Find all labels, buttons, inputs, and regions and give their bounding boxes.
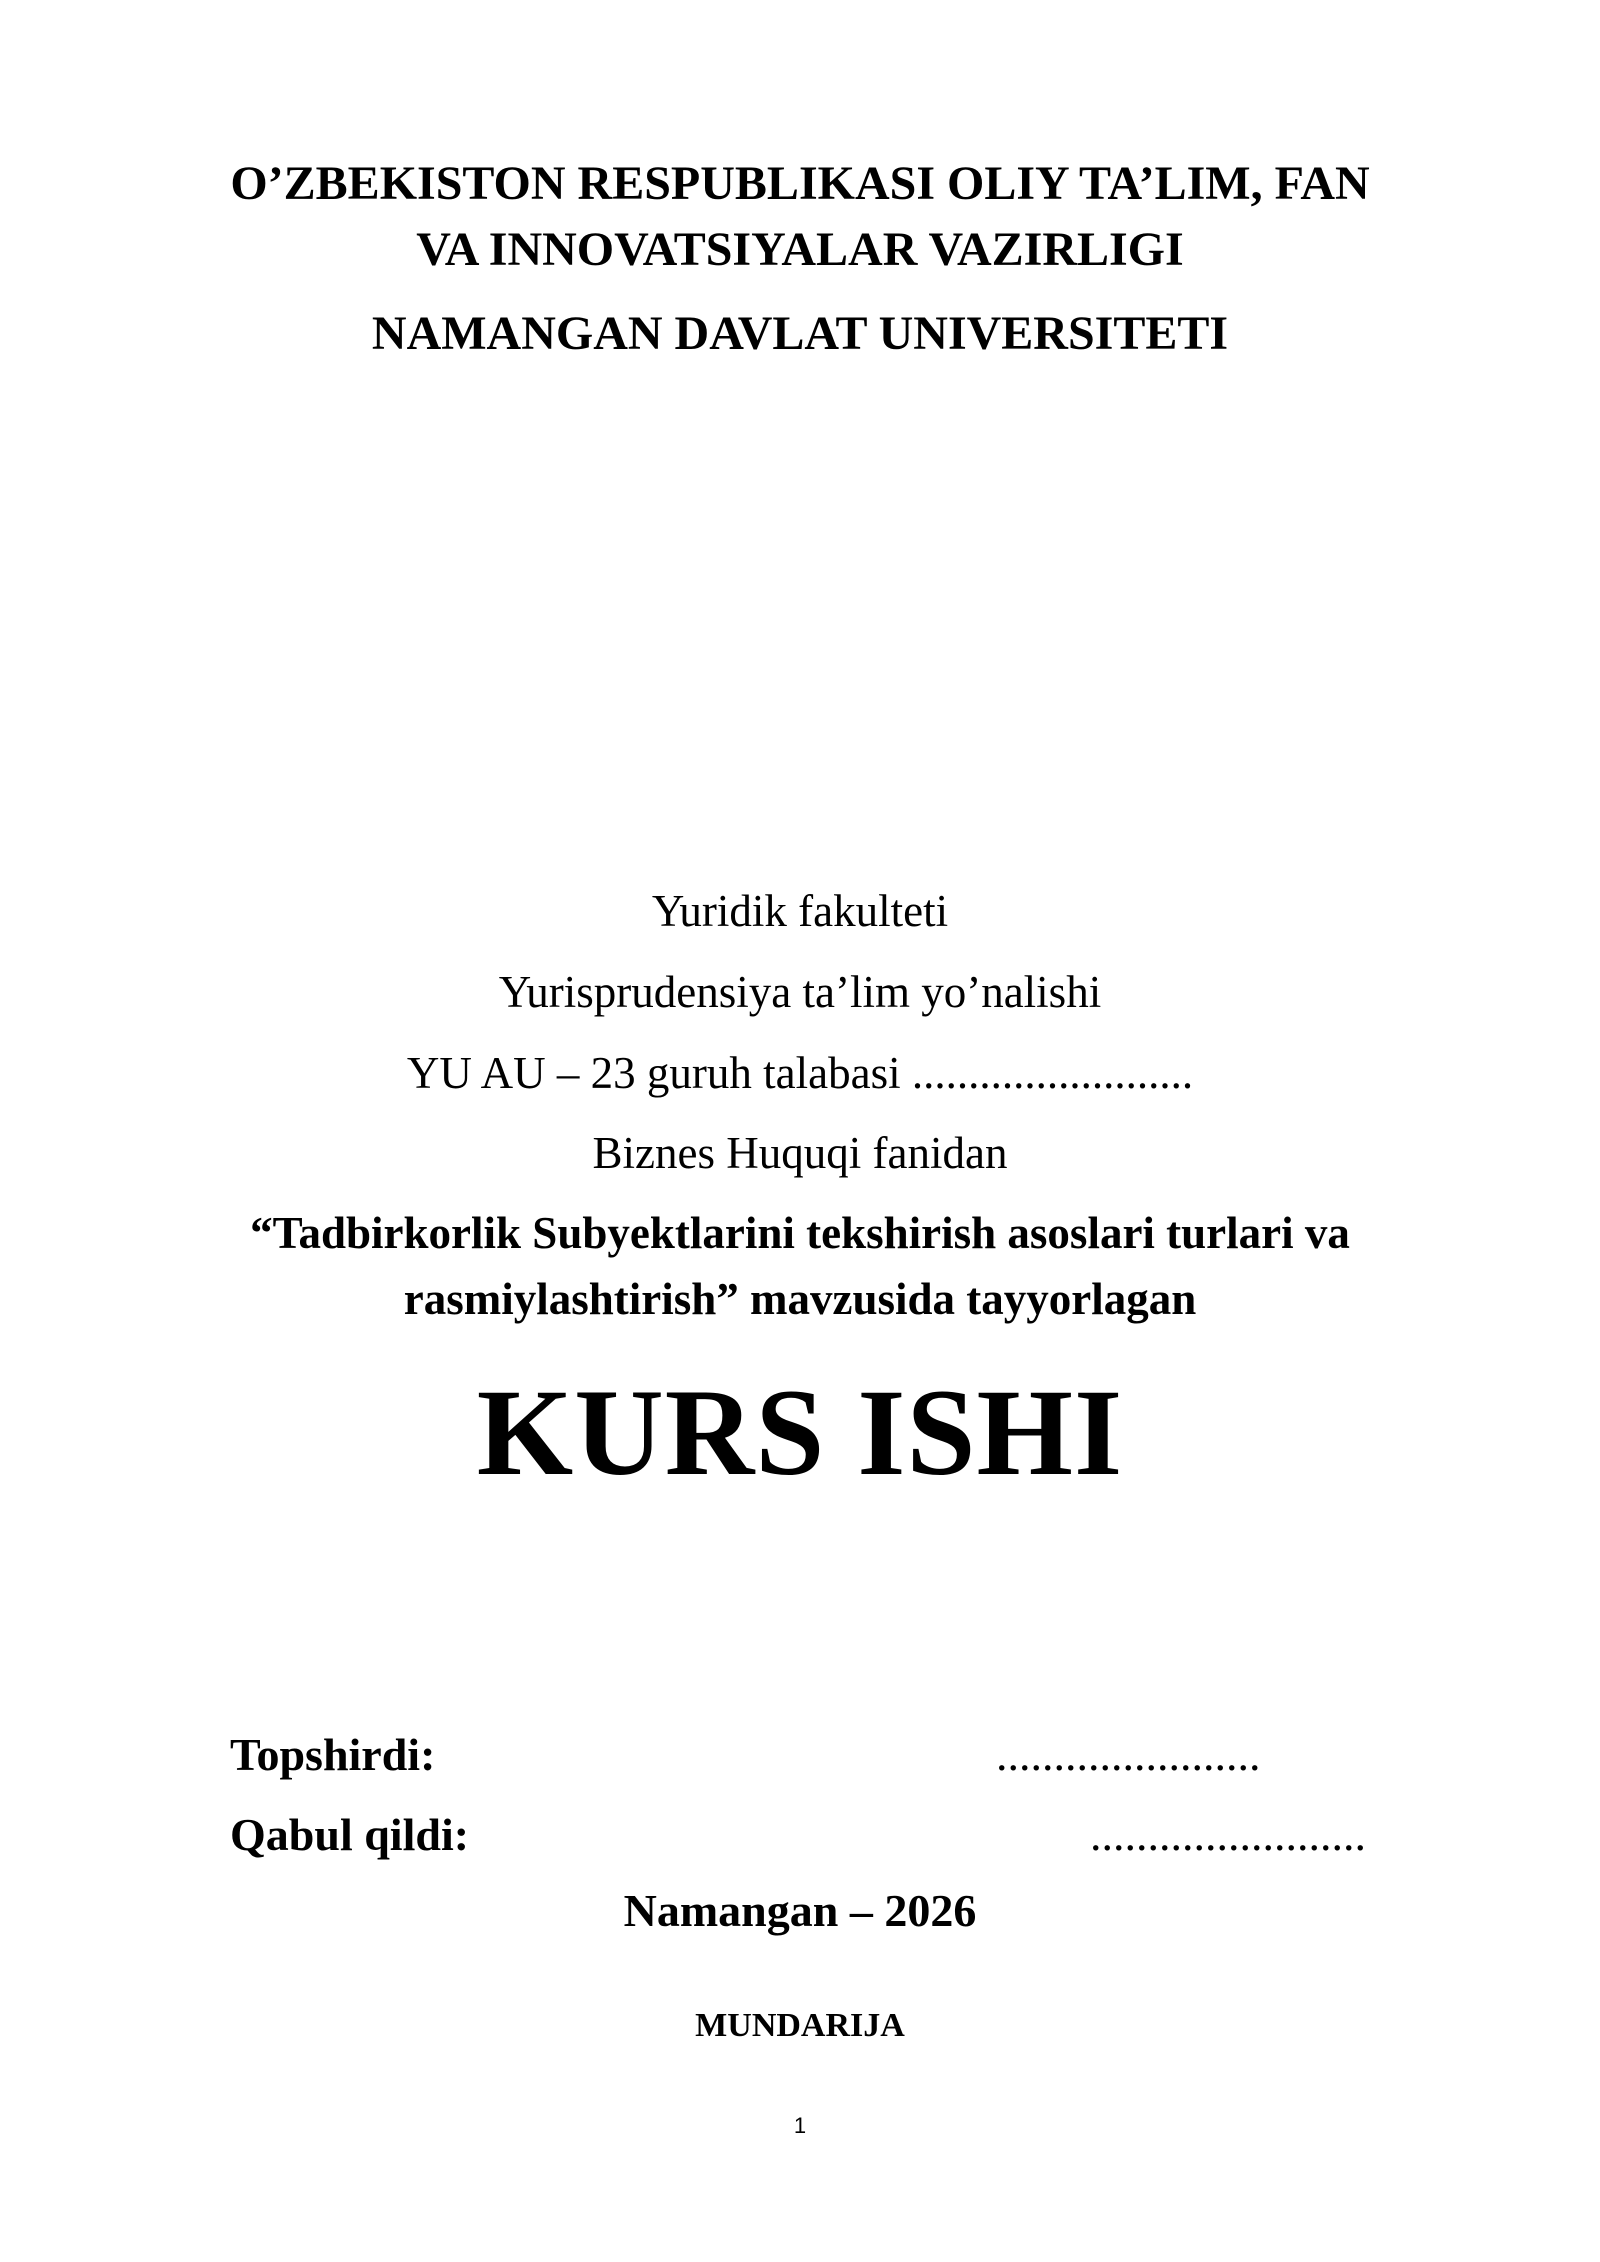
university-name: NAMANGAN DAVLAT UNIVERSITETI	[371, 307, 1229, 360]
city-year: Namangan – 2026	[623, 1885, 977, 1936]
student-group: YU AU – 23 guruh talabasi .........................	[406, 1048, 1194, 1098]
accepted-placeholder: ........................	[1090, 1809, 1366, 1860]
ministry-name-line-2: VA INNOVATSIYALAR VAZIRLIGI	[416, 223, 1184, 276]
study-direction: Yurisprudensiya ta’lim yo’nalishi	[498, 967, 1102, 1017]
submitted-placeholder: .......................	[996, 1729, 1261, 1780]
ministry-name-line-1: O’ZBEKISTON RESPUBLIKASI OLIY TA’LIM, FAN	[230, 157, 1370, 210]
work-type-title: KURS ISHI	[476, 1364, 1124, 1501]
page-number: 1	[793, 2113, 807, 2138]
subject-name: Biznes Huquqi fanidan	[592, 1128, 1008, 1178]
topic-line-1: “Tadbirkorlik Subyektlarini tekshirish asoslari turlari va	[250, 1208, 1350, 1258]
accepted-label: Qabul qildi:	[230, 1809, 470, 1860]
topic-line-2: rasmiylashtirish” mavzusida tayyorlagan	[403, 1274, 1197, 1324]
contents-heading: MUNDARIJA	[695, 2007, 905, 2044]
faculty-name: Yuridik fakulteti	[651, 886, 949, 936]
submitted-label: Topshirdi:	[230, 1729, 436, 1780]
